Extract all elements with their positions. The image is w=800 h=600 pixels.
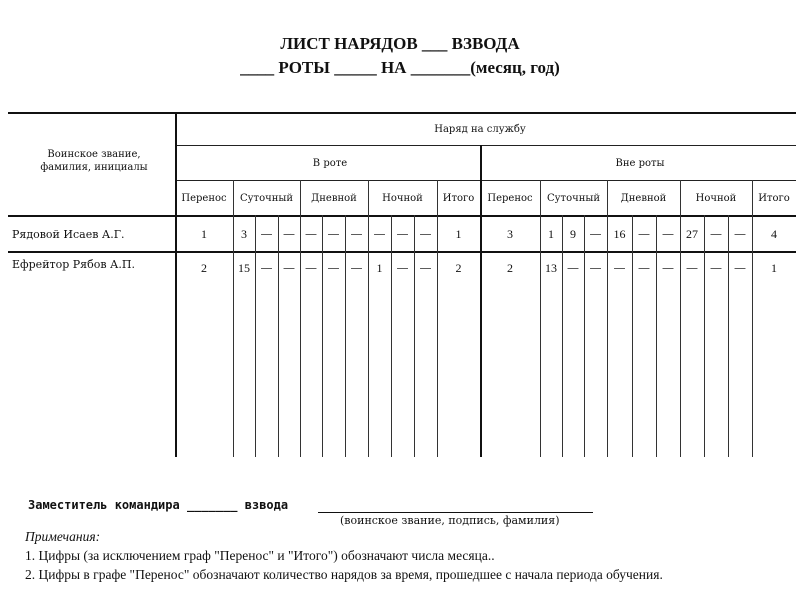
sub-divider [562, 215, 563, 457]
table-cell: — [662, 261, 674, 275]
sub-divider [656, 215, 657, 457]
table-cell: 1 [201, 227, 207, 241]
table-cell: — [260, 261, 273, 275]
header-night-in: Ночной [382, 193, 423, 204]
table-cell: — [734, 261, 746, 275]
header-night-out: Ночной [695, 193, 737, 204]
table-cell: — [350, 227, 363, 241]
group-divider [300, 180, 301, 457]
duty-header: Наряд на службу [434, 124, 526, 135]
table-cell: 1 [376, 261, 383, 275]
table-cell: — [686, 261, 698, 275]
form-title-line-2: ____ РОТЫ _____ НА _______(месяц, год) [240, 58, 560, 77]
header-divider-1 [175, 145, 796, 146]
table-cell: 2 [507, 261, 513, 275]
header-transfer-in: Перенос [181, 193, 227, 204]
sub-divider [345, 215, 346, 457]
table-cell: — [327, 227, 340, 241]
header-divider-2 [175, 180, 796, 181]
sub-divider [255, 215, 256, 457]
sub-divider [584, 215, 585, 457]
group-divider [437, 180, 438, 457]
table-top-border [8, 112, 796, 114]
row-divider [8, 251, 796, 253]
table-cell: — [396, 227, 409, 241]
group-divider [368, 180, 369, 457]
sub-divider [414, 215, 415, 457]
table-cell: — [638, 261, 650, 275]
group-divider [540, 180, 541, 457]
table-cell: — [613, 261, 626, 275]
header-bottom-border [8, 215, 796, 217]
row-2-name: Ефрейтор Рябов А.П. [12, 258, 135, 271]
note-item-2: 2. Цифры в графе "Перенос" обозначают количество нарядов за время, прошедшее с начала периода обучения. [25, 567, 663, 582]
group-divider [752, 180, 753, 457]
table-cell: 2 [455, 261, 462, 275]
in-company-header: В роте [312, 158, 348, 169]
header-transfer-out: Перенос [487, 193, 533, 204]
table-cell: — [567, 261, 579, 275]
table-cell: — [734, 227, 746, 241]
note-item-1: 1. Цифры (за исключением граф "Перенос" и "Итого") обозначают числа месяца.. [25, 548, 495, 563]
table-cell: — [283, 227, 295, 241]
sub-divider [728, 215, 729, 457]
rank-name-header: Воинское звание, фамилия, инициалы [40, 149, 148, 173]
table-cell: — [419, 227, 432, 241]
header-total-in: Итого [442, 193, 475, 204]
table-cell: 4 [771, 227, 777, 241]
table-cell: 1 [455, 227, 462, 241]
table-cell: — [419, 261, 432, 275]
row-1-name: Рядовой Исаев А.Г. [12, 228, 125, 241]
table-cell: — [327, 261, 340, 275]
sub-divider [704, 215, 705, 457]
header-day-out: Дневной [620, 193, 667, 204]
table-cell: — [396, 261, 409, 275]
table-cell: 3 [241, 227, 247, 241]
group-divider [607, 180, 608, 457]
table-cell: — [260, 227, 273, 241]
table-cell: — [305, 227, 317, 241]
group-divider [233, 180, 234, 457]
out-company-header: Вне роты [615, 158, 665, 169]
table-cell: 16 [613, 227, 626, 241]
notes-heading: Примечания: [25, 529, 101, 544]
sub-divider [322, 215, 323, 457]
table-cell: — [662, 227, 674, 241]
table-cell: — [638, 227, 650, 241]
table-cell: — [589, 227, 602, 241]
table-cell: 3 [507, 227, 513, 241]
header-day-in: Дневной [311, 193, 357, 204]
sub-divider [632, 215, 633, 457]
table-cell: 9 [570, 227, 576, 241]
table-cell: 2 [201, 261, 207, 275]
table-cell: — [710, 261, 722, 275]
table-cell: 27 [686, 227, 698, 241]
table-cell: — [589, 261, 602, 275]
table-cell: 13 [545, 261, 557, 275]
header-total-out: Итого [758, 193, 790, 204]
name-column-border [175, 112, 177, 457]
group-divider [680, 180, 681, 457]
table-cell: — [710, 227, 722, 241]
table-cell: 1 [548, 227, 554, 241]
header-daily-in: Суточный [240, 193, 293, 204]
sub-divider [278, 215, 279, 457]
table-cell: — [305, 261, 317, 275]
signature-line [318, 512, 593, 513]
notes-block [25, 527, 663, 584]
table-cell: — [373, 227, 386, 241]
table-cell: 1 [771, 261, 777, 275]
sub-divider [391, 215, 392, 457]
signature-sublabel: (воинское звание, подпись, фамилия) [340, 514, 560, 527]
table-cell: 15 [238, 261, 250, 275]
signature-label: Заместитель командира _______ взвода [28, 498, 289, 512]
table-cell: — [350, 261, 363, 275]
form-title-line-1: ЛИСТ НАРЯДОВ ___ ВЗВОДА [280, 34, 520, 53]
header-daily-out: Суточный [547, 193, 600, 204]
table-cell: — [283, 261, 295, 275]
